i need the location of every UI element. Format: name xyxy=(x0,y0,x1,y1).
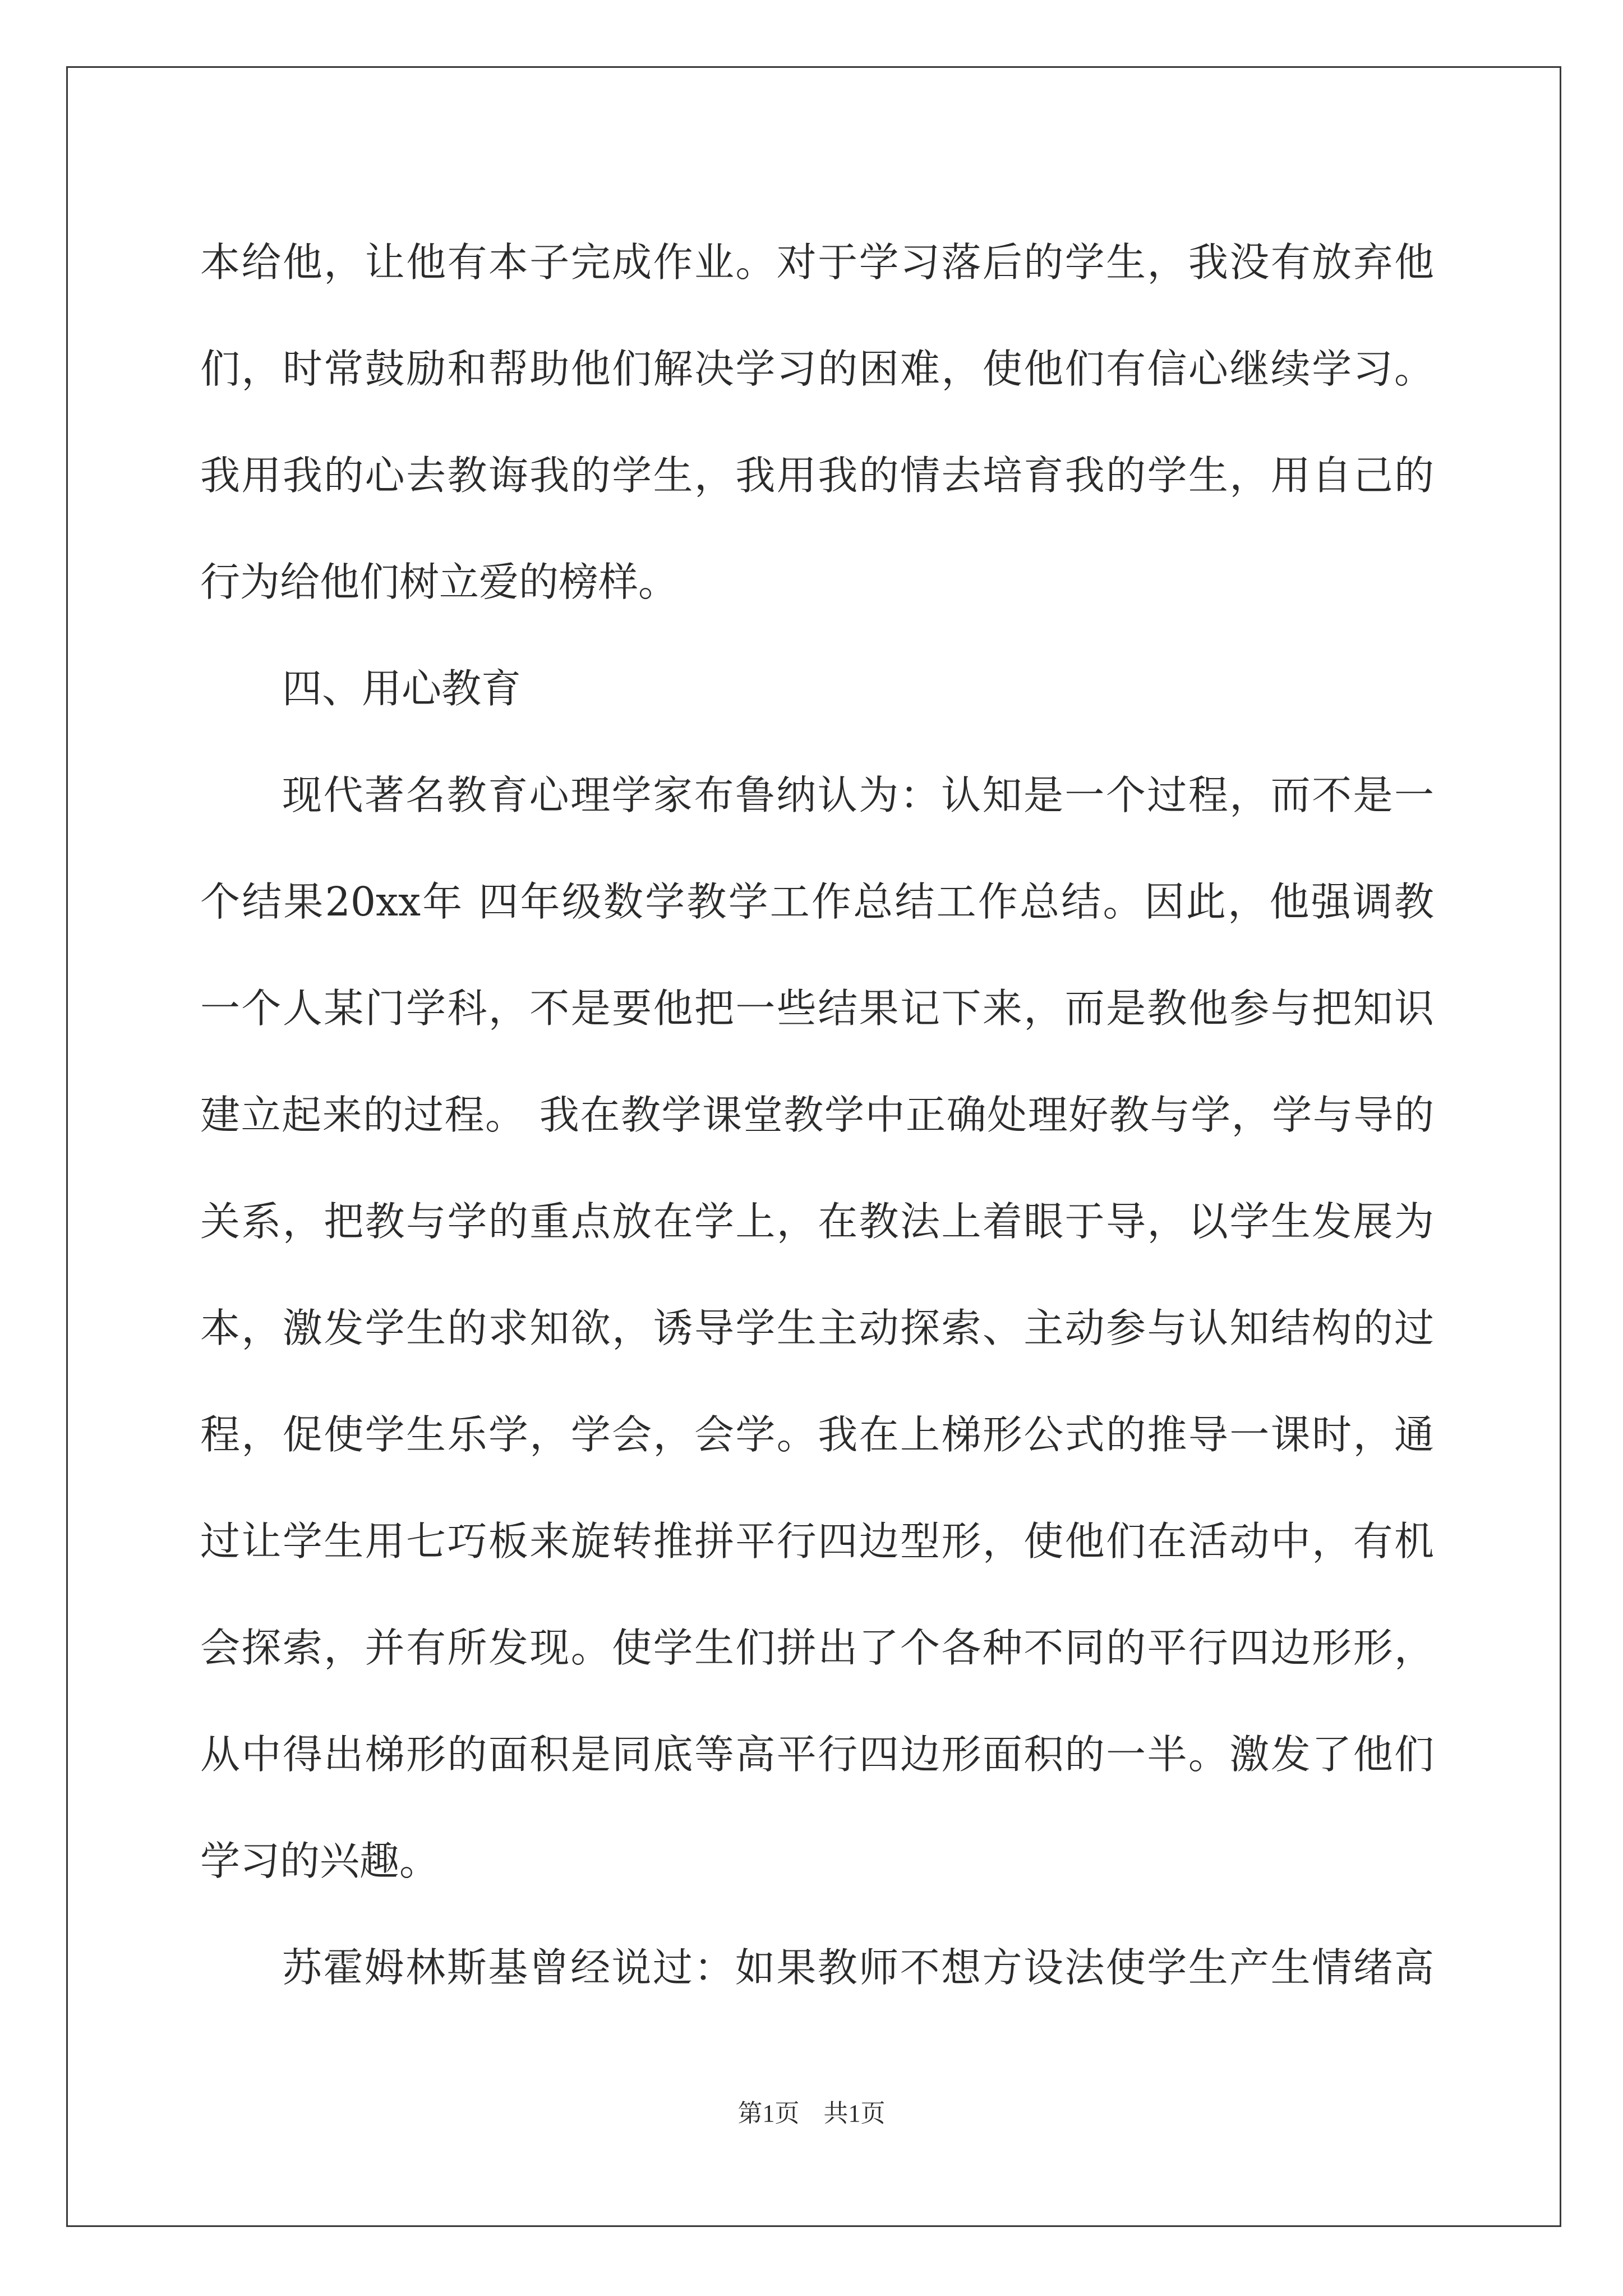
text-line: 一个人某门学科，不是要他把一些结果记下来，而是教他参与把知识 xyxy=(200,985,1434,1032)
text-line: 本，激发学生的求知欲，诱导学生主动探索、主动参与认知结构的过 xyxy=(200,1305,1434,1351)
text-line: 我用我的心去教诲我的学生，我用我的情去培育我的学生，用自己的 xyxy=(200,452,1434,499)
text-line: 苏霍姆林斯基曾经说过：如果教师不想方设法使学生产生情绪高 xyxy=(282,1944,1434,1991)
text-line: 程，促使学生乐学，学会，会学。我在上梯形公式的推导一课时，通 xyxy=(200,1411,1434,1458)
section-heading: 四、用心教育 xyxy=(282,665,522,712)
text-line: 过让学生用七巧板来旋转推拼平行四边型形，使他们在活动中，有机 xyxy=(200,1518,1434,1565)
text-line: 建立起来的过程。 我在教学课堂教学中正确处理好教与学，学与导的 xyxy=(200,1092,1434,1138)
text-line: 学习的兴趣。 xyxy=(200,1838,440,1884)
text-line: 个结果20xx年 四年级数学教学工作总结工作总结。因此，他强调教 xyxy=(200,878,1434,925)
text-line: 关系，把教与学的重点放在学上，在教法上着眼于导，以学生发展为 xyxy=(200,1198,1434,1245)
text-line: 们，时常鼓励和帮助他们解决学习的困难，使他们有信心继续学习。 xyxy=(200,346,1434,392)
text-line: 从中得出梯形的面积是同底等高平行四边形面积的一半。激发了他们 xyxy=(200,1731,1434,1778)
page-total: 共1页 xyxy=(823,2100,886,2127)
text-line: 现代著名教育心理学家布鲁纳认为：认知是一个过程，而不是一 xyxy=(282,772,1434,818)
text-line: 会探索，并有所发现。使学生们拼出了个各种不同的平行四边形形， xyxy=(200,1625,1434,1671)
text-line: 行为给他们树立爱的榜样。 xyxy=(200,559,679,605)
page-footer xyxy=(0,2097,1623,2131)
document-body xyxy=(200,209,1434,2021)
page-number: 第1页 xyxy=(737,2100,800,2127)
text-line: 本给他，让他有本子完成作业。对于学习落后的学生，我没有放弃他 xyxy=(200,239,1434,286)
